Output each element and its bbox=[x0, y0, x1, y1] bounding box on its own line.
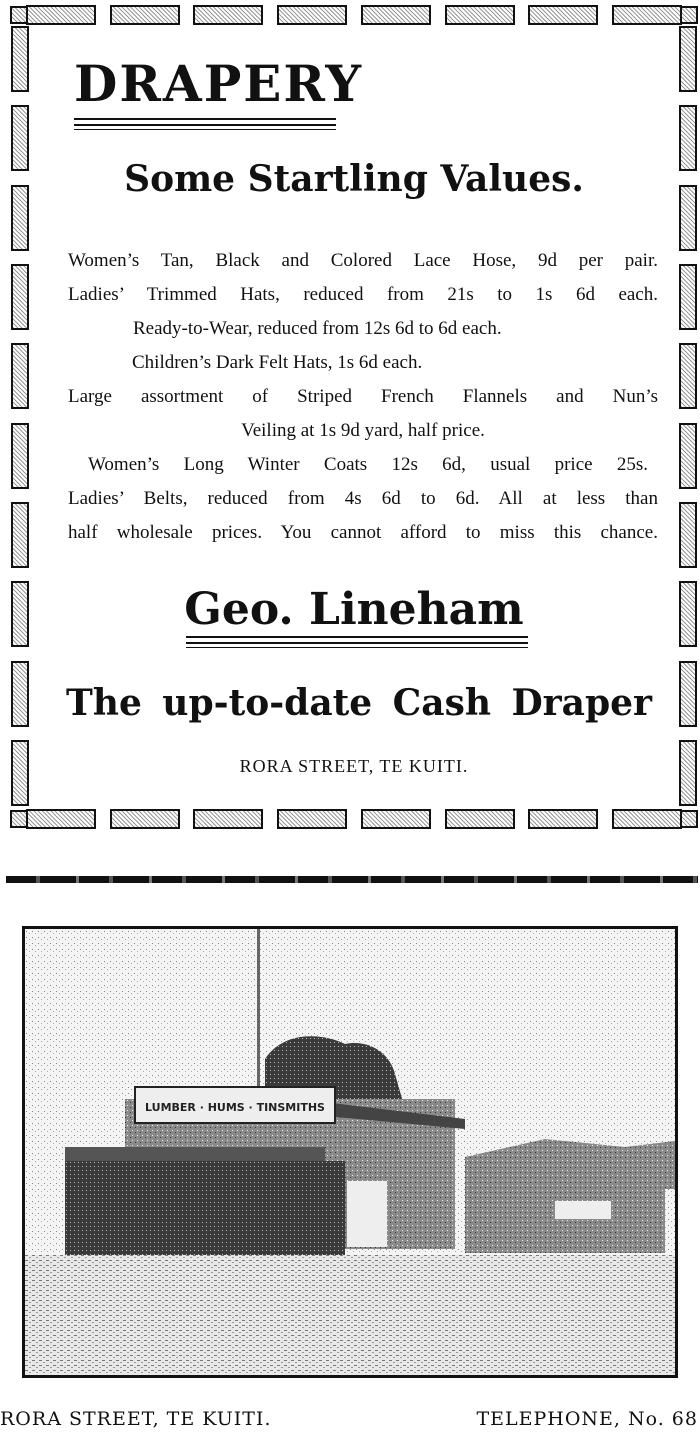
store-photograph bbox=[22, 926, 678, 1378]
ad-heading: DRAPERY bbox=[74, 54, 364, 113]
footer-address: RORA STREET, TE KUITI. bbox=[0, 1408, 272, 1430]
price-line: Large assortment of Striped French Flannels and Nun’s bbox=[68, 386, 658, 407]
page-separator bbox=[6, 876, 698, 883]
price-line: half wholesale prices. You cannot afford to miss this chance. bbox=[68, 522, 658, 543]
foreground-ground bbox=[25, 1255, 675, 1375]
border-top bbox=[26, 4, 682, 26]
border-bottom bbox=[26, 808, 682, 830]
ad-address: RORA STREET, TE KUITI. bbox=[239, 756, 469, 776]
drapery-advertisement bbox=[10, 0, 698, 836]
store-front-shadow bbox=[65, 1161, 345, 1256]
merchant-tagline: The up-to-date Cash Draper bbox=[66, 682, 652, 724]
price-line: Children’s Dark Felt Hats, 1s 6d each. bbox=[132, 352, 423, 373]
border-corner bbox=[680, 6, 698, 24]
merchant-rule bbox=[186, 636, 528, 638]
door-panel bbox=[347, 1181, 387, 1247]
price-line: Veiling at 1s 9d yard, half price. bbox=[241, 420, 485, 441]
price-line: Ladies’ Belts, reduced from 4s 6d to 6d. All at less than bbox=[68, 488, 658, 509]
border-corner bbox=[680, 810, 698, 828]
price-line: Ladies’ Trimmed Hats, reduced from 21s to 1s 6d each. bbox=[68, 284, 658, 305]
footer bbox=[0, 1408, 698, 1434]
merchant-name: Geo. Lineham bbox=[184, 584, 524, 635]
border-right bbox=[678, 26, 698, 806]
price-line: Ready-to-Wear, reduced from 12s 6d to 6d each. bbox=[133, 318, 502, 339]
ad-subheading: Some Startling Values. bbox=[124, 158, 584, 200]
footer-telephone: TELEPHONE, No. 68 bbox=[476, 1408, 698, 1430]
verandah bbox=[65, 1147, 325, 1161]
building-window bbox=[555, 1201, 611, 1219]
heading-rule bbox=[74, 118, 336, 120]
border-left bbox=[10, 26, 30, 806]
price-list bbox=[68, 244, 658, 550]
store-sign-text: LUMBER · HUMS · TINSMITHS bbox=[145, 1101, 325, 1114]
price-line: Women’s Tan, Black and Colored Lace Hose, 9d per pair. bbox=[68, 250, 658, 271]
price-line: Women’s Long Winter Coats 12s 6d, usual price 25s. bbox=[88, 454, 648, 475]
